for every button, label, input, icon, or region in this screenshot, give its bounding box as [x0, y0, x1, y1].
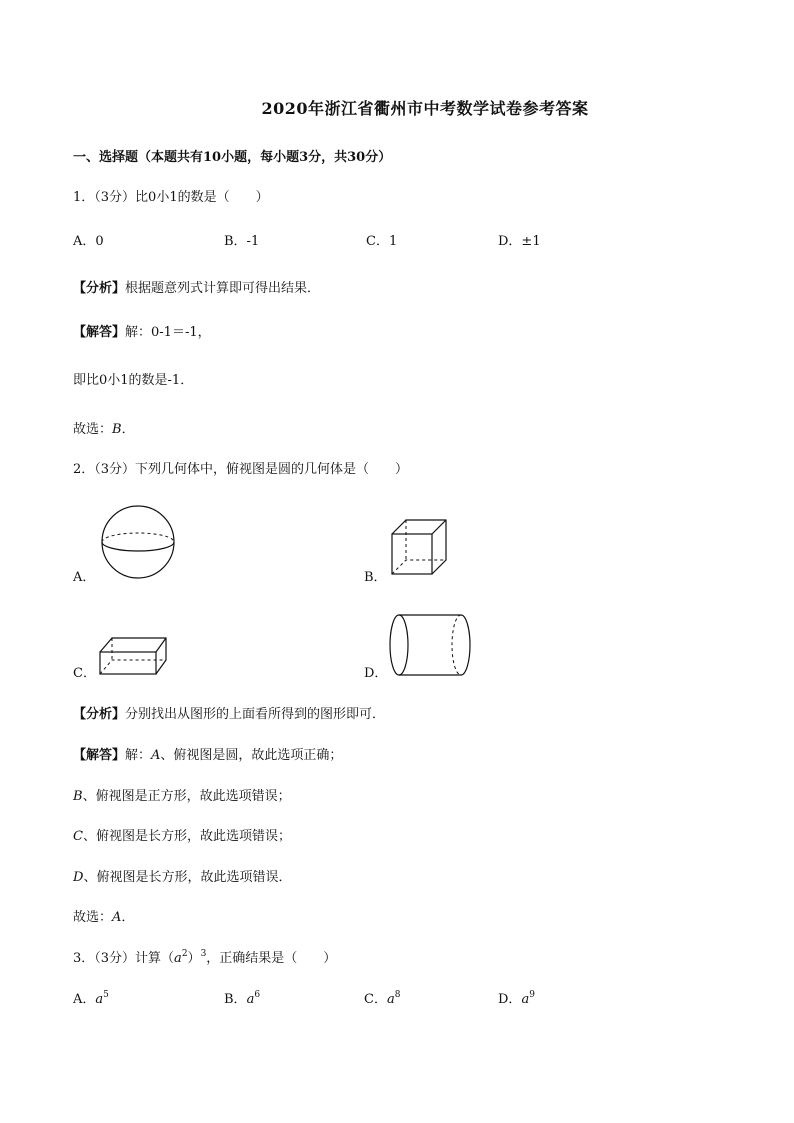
q1-option-c: C．1 [366, 234, 398, 249]
analysis-tag: 【分析】 [73, 707, 126, 722]
answer-text: 、俯视图是正方形，故此选项错误； [82, 789, 291, 804]
q3-option-a [73, 991, 109, 1009]
choice-prefix: 故选： [73, 422, 113, 437]
page-title: 2020年浙江省衢州市中考数学试卷参考答案 [261, 99, 589, 118]
analysis-tag: 【分析】 [73, 281, 126, 296]
choice-letter: B [112, 422, 122, 437]
q2-option-d: D． [364, 666, 388, 681]
answer-prefix: 解： [125, 748, 152, 763]
q2-option-a: A． [73, 570, 96, 585]
q2-option-c: C． [73, 666, 96, 681]
option-label: A． [73, 992, 96, 1007]
q3-option-c [364, 991, 400, 1009]
q3-option-b [224, 991, 260, 1009]
q1-answer-line2: 即比0小1的数是-1． [73, 373, 194, 388]
answer-letter: B [73, 789, 83, 804]
option-label: B． [224, 992, 247, 1007]
choice-letter: A [112, 910, 122, 925]
option-exponent: 5 [103, 990, 109, 1000]
answer-letter: A [151, 748, 161, 763]
answer-text: 、俯视图是长方形，故此选项错误； [82, 829, 291, 844]
cylinder-figure [388, 612, 474, 678]
q1-option-d: D．±1 [498, 234, 541, 249]
q2-choice [73, 909, 134, 927]
stem-close-paren: ） [187, 951, 201, 966]
stem-exponent: 2 [181, 949, 188, 959]
option-variable: a [246, 992, 255, 1007]
q3-option-d [498, 991, 535, 1009]
stem-prefix: 3．（3分）计算（ [73, 951, 175, 966]
answer-tag: 【解答】 [73, 748, 126, 763]
q2-answer-line-b [73, 788, 291, 806]
option-label: C． [364, 992, 387, 1007]
q1-option-a: A．0 [73, 234, 104, 249]
question-2-stem: 2．（3分）下列几何体中，俯视图是圆的几何体是（ ） [73, 462, 409, 477]
sphere-figure [100, 505, 178, 581]
stem-suffix: ，正确结果是（ ） [206, 951, 337, 966]
analysis-text: 分别找出从图形的上面看所得到的图形即可． [125, 707, 386, 722]
option-label: D． [498, 992, 522, 1007]
option-variable: a [386, 992, 395, 1007]
q1-choice [73, 421, 135, 439]
answer-letter: D [73, 870, 84, 885]
answer-text: 解：0-1＝-1， [125, 325, 211, 340]
answer-text: 、俯视图是圆，故此选项正确； [160, 748, 343, 763]
q1-option-b: B．-1 [224, 234, 260, 249]
choice-suffix: ． [121, 910, 135, 925]
section-heading: 一、选择题（本题共有10小题，每小题3分，共30分） [73, 150, 392, 165]
cuboid-figure [98, 636, 170, 678]
answer-letter: C [73, 829, 83, 844]
q2-analysis [73, 706, 385, 724]
analysis-text: 根据题意列式计算即可得出结果． [125, 281, 321, 296]
option-exponent: 8 [394, 990, 401, 1000]
answer-tag: 【解答】 [73, 325, 126, 340]
answer-text: 、俯视图是长方形，故此选项错误． [83, 870, 292, 885]
q2-answer-line-d [73, 869, 291, 887]
question-3-stem [73, 950, 336, 968]
cube-figure [390, 518, 450, 578]
question-1-stem: 1．（3分）比0小1的数是（ ） [73, 190, 269, 205]
option-exponent: 6 [254, 990, 261, 1000]
choice-prefix: 故选： [73, 910, 113, 925]
stem-outer-exponent: 3 [200, 949, 207, 959]
option-exponent: 9 [529, 990, 535, 1000]
option-variable: a [521, 992, 530, 1007]
stem-variable: a [174, 951, 182, 966]
choice-suffix: ． [121, 422, 135, 437]
option-variable: a [95, 992, 104, 1007]
q2-answer [73, 747, 342, 765]
q1-analysis [73, 280, 320, 298]
q2-option-b: B． [364, 570, 387, 585]
q2-answer-line-c [73, 828, 291, 846]
q1-answer [73, 324, 211, 342]
